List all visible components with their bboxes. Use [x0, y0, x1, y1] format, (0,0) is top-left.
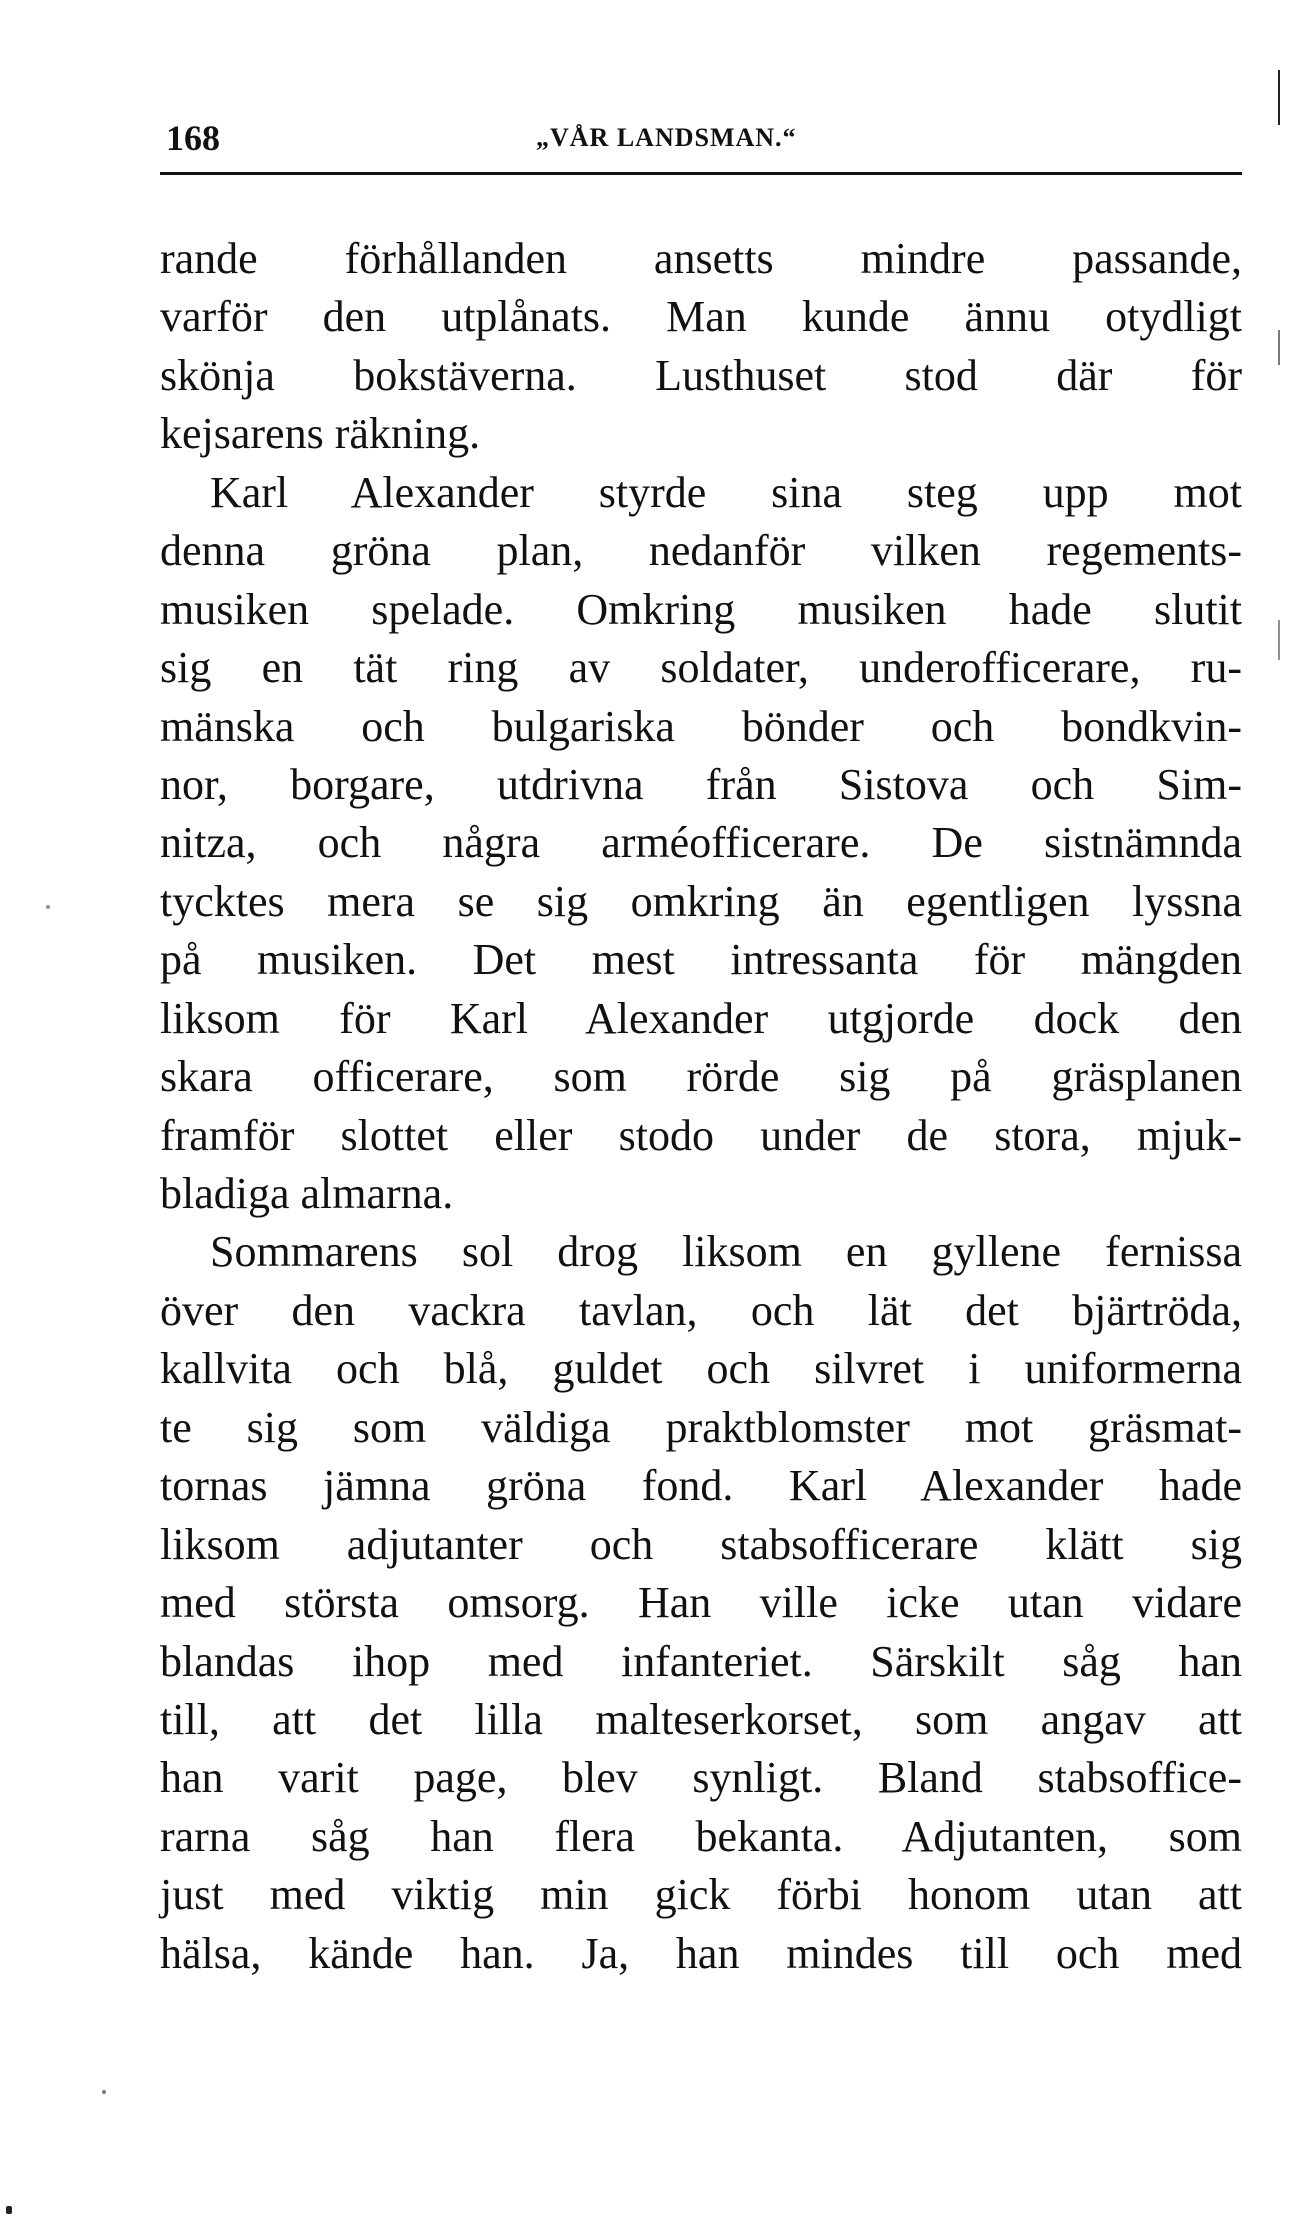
- text-line: blandas ihop med infanteriet. Särskilt såg han: [160, 1636, 1242, 1686]
- text-line: hälsa, kände han. Ja, han mindes till och med: [160, 1928, 1242, 1978]
- text-line: varför den utplånats. Man kunde ännu otydligt: [160, 292, 1242, 342]
- text-line: kallvita och blå, guldet och silvret i uniformerna: [160, 1344, 1242, 1394]
- text-line: till, att det lilla malteserkorset, som angav att: [160, 1694, 1242, 1744]
- text-line: rande förhållanden ansetts mindre passande,: [160, 234, 1242, 283]
- text-line: liksom för Karl Alexander utgjorde dock den: [160, 993, 1242, 1043]
- scan-edge-mark: [1278, 620, 1280, 660]
- text-line: bladiga almarna.: [160, 1169, 454, 1218]
- text-line: denna gröna plan, nedanför vilken regements-: [160, 526, 1242, 576]
- text-line: nor, borgare, utdrivna från Sistova och Sim-: [160, 759, 1242, 809]
- text-line: han varit page, blev synligt. Bland stabsoffice-: [160, 1753, 1242, 1803]
- header-rule: [160, 172, 1242, 175]
- page-header: [166, 108, 1240, 158]
- text-line: sig en tät ring av soldater, underofficerare, ru-: [160, 643, 1242, 693]
- text-line: tornas jämna gröna fond. Karl Alexander hade: [160, 1461, 1242, 1511]
- scan-edge-mark: [1278, 70, 1280, 125]
- scan-dust-mark: [46, 905, 50, 909]
- text-line: framför slottet eller stodo under de stora, mjuk-: [160, 1110, 1242, 1160]
- text-line: just med viktig min gick förbi honom utan att: [160, 1870, 1242, 1920]
- text-line: nitza, och några arméofficerare. De sistnämnda: [160, 818, 1242, 868]
- scan-edge-mark: [1278, 330, 1280, 365]
- text-line: tycktes mera se sig omkring än egentligen lyssna: [160, 876, 1242, 926]
- text-line: te sig som väldiga praktblomster mot gräsmat-: [160, 1402, 1242, 1452]
- text-line: på musiken. Det mest intressanta för mängden: [160, 935, 1242, 985]
- body-text: [160, 230, 1242, 1983]
- text-line: mänska och bulgariska bönder och bondkvin-: [160, 701, 1242, 751]
- scan-dust-mark: [6, 2206, 12, 2214]
- text-line: Karl Alexander styrde sina steg upp mot: [210, 467, 1242, 517]
- text-line: skara officerare, som rörde sig på gräsplanen: [160, 1052, 1242, 1102]
- running-head: „VÅR LANDSMAN.“: [536, 123, 797, 152]
- page-number: 168: [166, 118, 220, 158]
- text-line: kejsarens räkning.: [160, 409, 481, 459]
- text-line: rarna såg han flera bekanta. Adjutanten, som: [160, 1811, 1242, 1861]
- text-line: Sommarens sol drog liksom en gyllene fernissa: [210, 1227, 1242, 1277]
- text-line: skönja bokstäverna. Lusthuset stod där för: [160, 350, 1242, 400]
- text-line: liksom adjutanter och stabsofficerare klätt sig: [160, 1519, 1242, 1569]
- text-line: med största omsorg. Han ville icke utan vidare: [160, 1578, 1242, 1628]
- scan-dust-mark: [102, 2090, 106, 2094]
- text-line: musiken spelade. Omkring musiken hade slutit: [160, 584, 1242, 634]
- text-line: över den vackra tavlan, och lät det bjärtröda,: [160, 1285, 1242, 1335]
